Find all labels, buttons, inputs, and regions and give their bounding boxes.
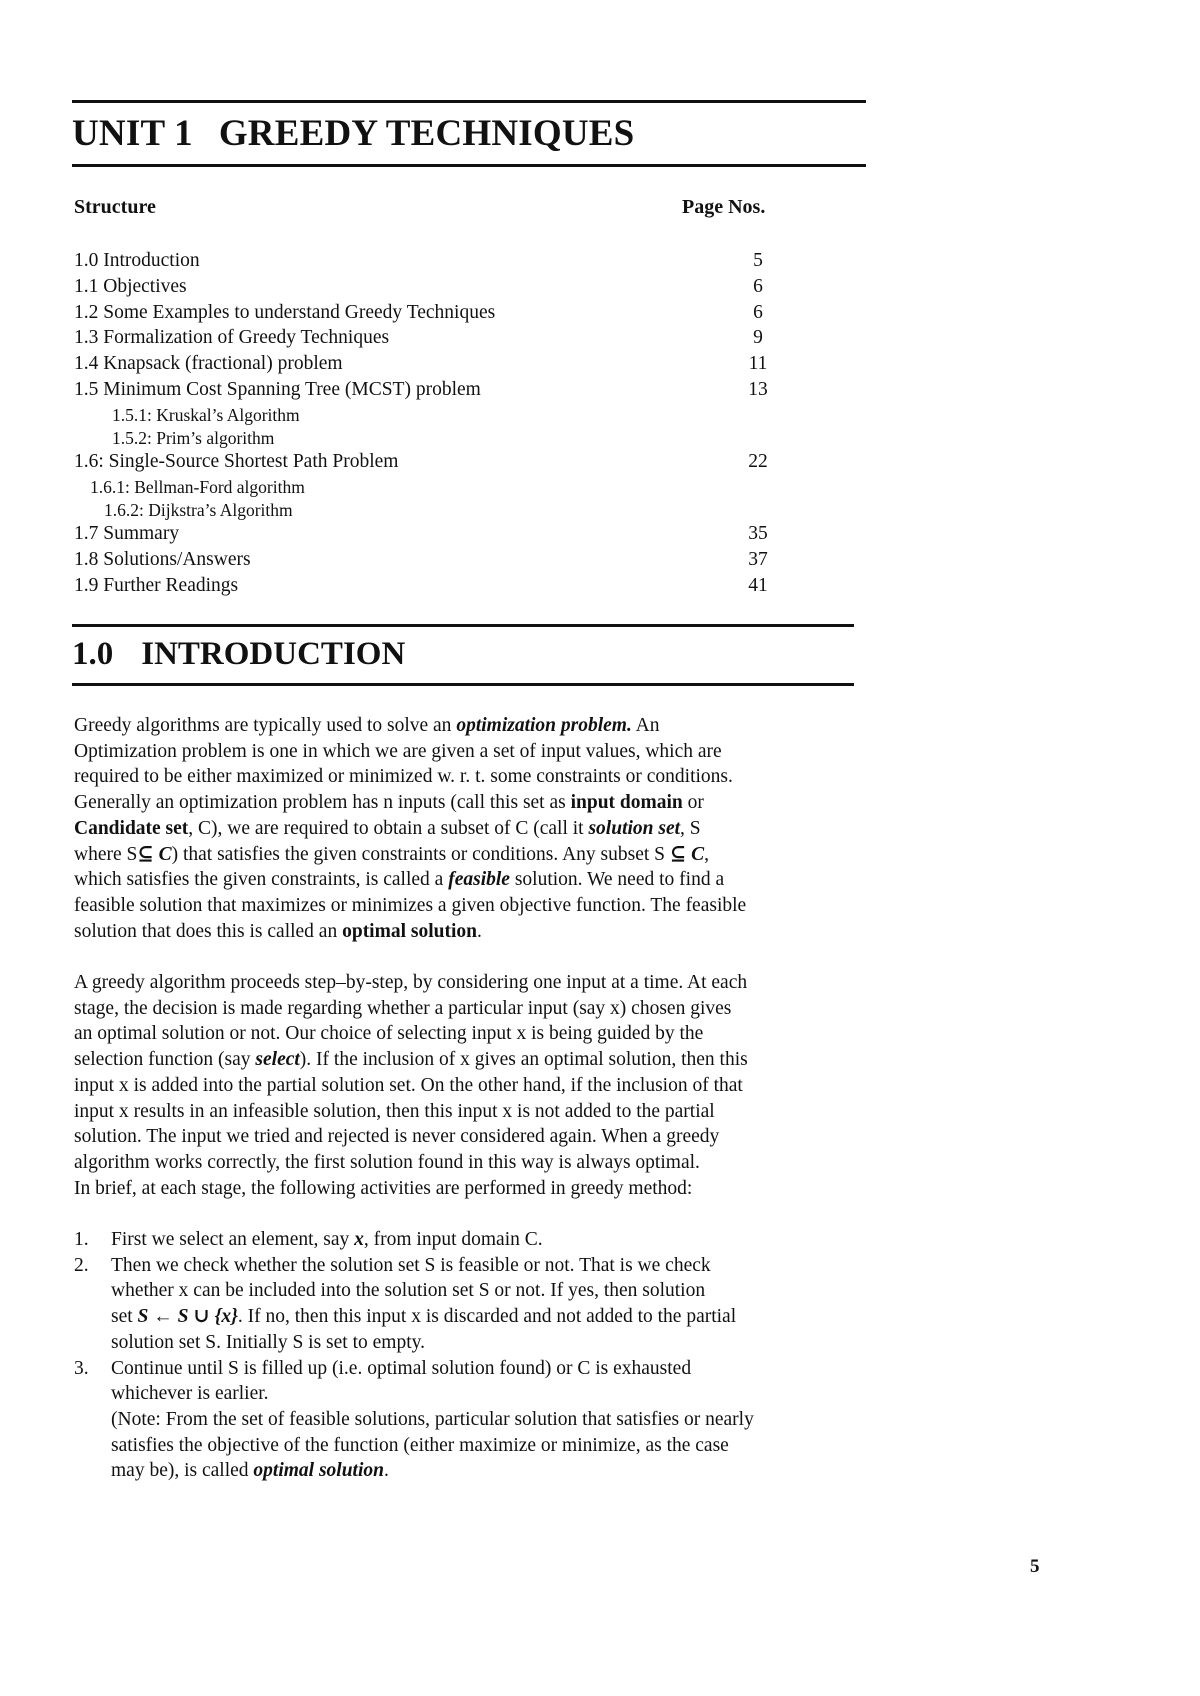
paragraph-line: input x results in an infeasible solution, then this input x is not added to the partial [74, 1100, 715, 1122]
toc-entry [74, 521, 768, 547]
toc-entry-page: 13 [748, 379, 768, 400]
paragraph-line: A greedy algorithm proceeds step–by-step, by considering one input at a time. At each [74, 972, 748, 993]
paragraph-line: stage, the decision is made regarding whether a particular input (say x) chosen gives [74, 997, 732, 1019]
toc-entry-page: 5 [753, 250, 763, 271]
paragraph-line: In brief, at each stage, the following activities are performed in greedy method: [74, 1177, 693, 1199]
greedy-steps-list [74, 1227, 894, 1484]
toc-entry-text: 1.0 Introduction [74, 250, 200, 271]
toc-entry [74, 449, 768, 475]
paragraph-line: Candidate set, C), we are required to obtain a subset of C (call it solution set, S [74, 817, 701, 839]
list-line: whether x can be included into the solution set S or not. If yes, then solution [111, 1280, 706, 1302]
list-item [74, 1227, 894, 1253]
page-number: 5 [1030, 1556, 1040, 1577]
section-title-text: INTRODUCTION [141, 636, 406, 672]
paragraph-line: required to be either maximized or minimized w. r. t. some constraints or conditions. [74, 766, 733, 788]
toc-entry-text: 1.7 Summary [74, 523, 180, 544]
toc-entry-text: 1.4 Knapsack (fractional) problem [74, 353, 343, 374]
unit-label: UNIT 1 [72, 113, 193, 154]
paragraph-line: which satisfies the given constraints, is called a feasible solution. We need to find a [74, 869, 725, 891]
list-line: set S ← S ∪ {x}. If no, then this input x is discarded and not added to the partial [111, 1306, 737, 1328]
paragraph-line: solution that does this is called an optimal solution. [74, 920, 482, 942]
toc-entry-page: 6 [753, 302, 763, 323]
paragraph-line: selection function (say select). If the inclusion of x gives an optimal solution, then this [74, 1049, 748, 1071]
section-number: 1.0 [72, 636, 114, 672]
toc-entry-page: 35 [748, 523, 768, 544]
toc-subentry [74, 497, 764, 523]
list-line: Continue until S is filled up (i.e. optimal solution found) or C is exhausted [111, 1357, 692, 1379]
toc-entry-page: 41 [748, 575, 768, 596]
list-number: 1. [74, 1229, 89, 1250]
toc-subentry [74, 425, 764, 451]
unit-title-text: GREEDY TECHNIQUES [218, 113, 635, 154]
intro-paragraph-1 [74, 713, 874, 944]
paragraph-line: an optimal solution or not. Our choice of selecting input x is being guided by the [74, 1023, 704, 1045]
paragraph-line: Generally an optimization problem has n inputs (call this set as input domain or [74, 792, 704, 814]
toc-entry [74, 573, 768, 599]
toc-entry [74, 547, 768, 573]
toc-entry-text: 1.6: Single-Source Shortest Path Problem [74, 451, 399, 472]
toc-entry-page: 37 [748, 549, 768, 570]
toc-subentry-text: 1.6.2: Dijkstra’s Algorithm [104, 500, 293, 520]
paragraph-line: input x is added into the partial solution set. On the other hand, if the inclusion of that [74, 1074, 743, 1096]
toc-entry-text: 1.8 Solutions/Answers [74, 549, 251, 570]
toc-entry-page: 11 [748, 353, 768, 374]
paragraph-line: where S⊆ C) that satisfies the given constraints or conditions. Any subset S ⊆ C, [74, 843, 709, 865]
unit-title [72, 112, 634, 155]
list-line: First we select an element, say x, from input domain C. [111, 1229, 543, 1250]
toc-entry [74, 377, 768, 403]
toc-entry-text: 1.9 Further Readings [74, 575, 239, 596]
toc-entry [74, 300, 764, 326]
section-bottom-rule [72, 683, 854, 686]
intro-paragraph-2 [74, 970, 874, 1201]
toc-entry-text: 1.1 Objectives [74, 276, 187, 297]
list-line: (Note: From the set of feasible solutions, particular solution that satisfies or nearly [111, 1408, 754, 1430]
toc-entry-page: 6 [753, 276, 763, 297]
list-line: satisfies the objective of the function (either maximize or minimize, as the case [111, 1434, 729, 1456]
toc-entry-page: 9 [753, 327, 763, 348]
toc-page-heading: Page Nos. [682, 196, 766, 218]
unit-title-rule [72, 164, 866, 167]
list-line: Then we check whether the solution set S is feasible or not. That is we check [111, 1254, 711, 1276]
toc-entry [74, 325, 764, 351]
paragraph-line: algorithm works correctly, the first solution found in this way is always optimal. [74, 1151, 700, 1173]
toc-entry [74, 351, 768, 377]
paragraph-line: Optimization problem is one in which we are given a set of input values, which are [74, 740, 722, 762]
section-top-rule [72, 624, 854, 627]
paragraph-line: Greedy algorithms are typically used to solve an optimization problem. An [74, 715, 660, 736]
toc-entry [74, 248, 764, 274]
list-item [74, 1253, 894, 1356]
toc-subentry-text: 1.5.2: Prim’s algorithm [112, 428, 275, 448]
toc-entry-page: 22 [748, 451, 768, 472]
list-line: whichever is earlier. [111, 1383, 269, 1405]
paragraph-line: solution. The input we tried and rejected is never considered again. When a greedy [74, 1126, 720, 1148]
toc-entry-text: 1.3 Formalization of Greedy Techniques [74, 327, 390, 348]
toc-subentry-text: 1.6.1: Bellman-Ford algorithm [90, 477, 305, 497]
list-line: solution set S. Initially S is set to empty. [111, 1331, 425, 1353]
paragraph-line: feasible solution that maximizes or minimizes a given objective function. The feasible [74, 894, 747, 916]
toc-structure-heading: Structure [74, 196, 156, 218]
section-title [72, 636, 405, 673]
list-item [74, 1356, 894, 1485]
list-number: 2. [74, 1254, 89, 1276]
top-rule [72, 100, 866, 103]
toc-entry [74, 274, 764, 300]
list-line: may be), is called optimal solution. [111, 1460, 389, 1482]
toc-subentry-text: 1.5.1: Kruskal’s Algorithm [112, 405, 300, 425]
list-number: 3. [74, 1357, 89, 1379]
toc-entry-text: 1.2 Some Examples to understand Greedy Techniques [74, 302, 496, 323]
toc-entry-text: 1.5 Minimum Cost Spanning Tree (MCST) problem [74, 379, 481, 400]
